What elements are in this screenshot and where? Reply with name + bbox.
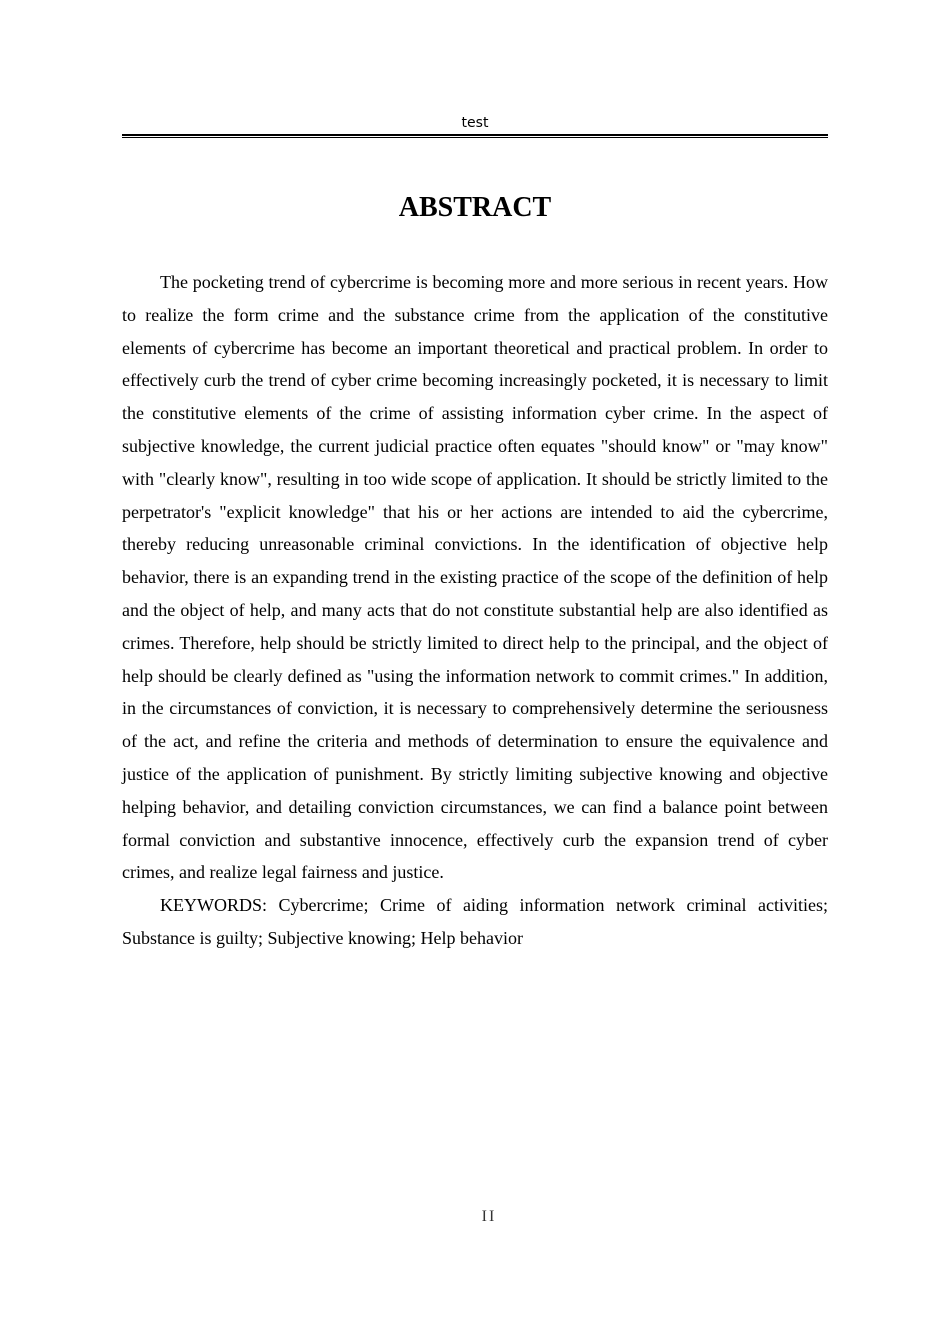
abstract-body <box>122 266 828 955</box>
page-number: II <box>481 1208 497 1225</box>
page-title: ABSTRACT <box>398 192 552 223</box>
keywords-paragraph: KEYWORDS: Cybercrime; Crime of aiding information network criminal activities; Substance is guilty; Subjective knowing; Help behavior <box>122 895 828 948</box>
header-rule-thick <box>122 134 828 136</box>
abstract-paragraph: The pocketing trend of cybercrime is becoming more and more serious in recent years. How to realize the form crime and the substance crime from the application of the constitutive elements of cybercrime has become an important theoretical and practical problem. In order to effectively curb the trend of cyber crime becoming increasingly pocketed, it is necessary to limit the constitutive elements of the crime of assisting information cyber crime. In the aspect of subjective knowledge, the current judicial practice often equates "should know" or "may know" with "clearly know", resulting in too wide scope of application. It should be strictly limited to the perpetrator's "explicit knowledge" that his or her actions are intended to aid the cybercrime, thereby reducing unreasonable criminal convictions. In the identification of objective help behavior, there is an expanding trend in the existing practice of the scope of the definition of help and the object of help, and many acts that do not constitute substantial help are also identified as crimes. Therefore, help should be strictly limited to direct help to the principal, and the object of help should be clearly defined as "using the information network to commit crimes." In addition, in the circumstances of conviction, it is necessary to comprehensively determine the seriousness of the act, and refine the criteria and methods of determination to ensure the equivalence and justice of the application of punishment. By strictly limiting subjective knowing and objective helping behavior, and detailing conviction circumstances, we can find a balance point between formal conviction and substantive innocence, effectively curb the expansion trend of cyber crimes, and realize legal fairness and justice. <box>122 272 828 883</box>
page-header: test <box>461 115 489 131</box>
header-rule-thin <box>122 137 828 138</box>
